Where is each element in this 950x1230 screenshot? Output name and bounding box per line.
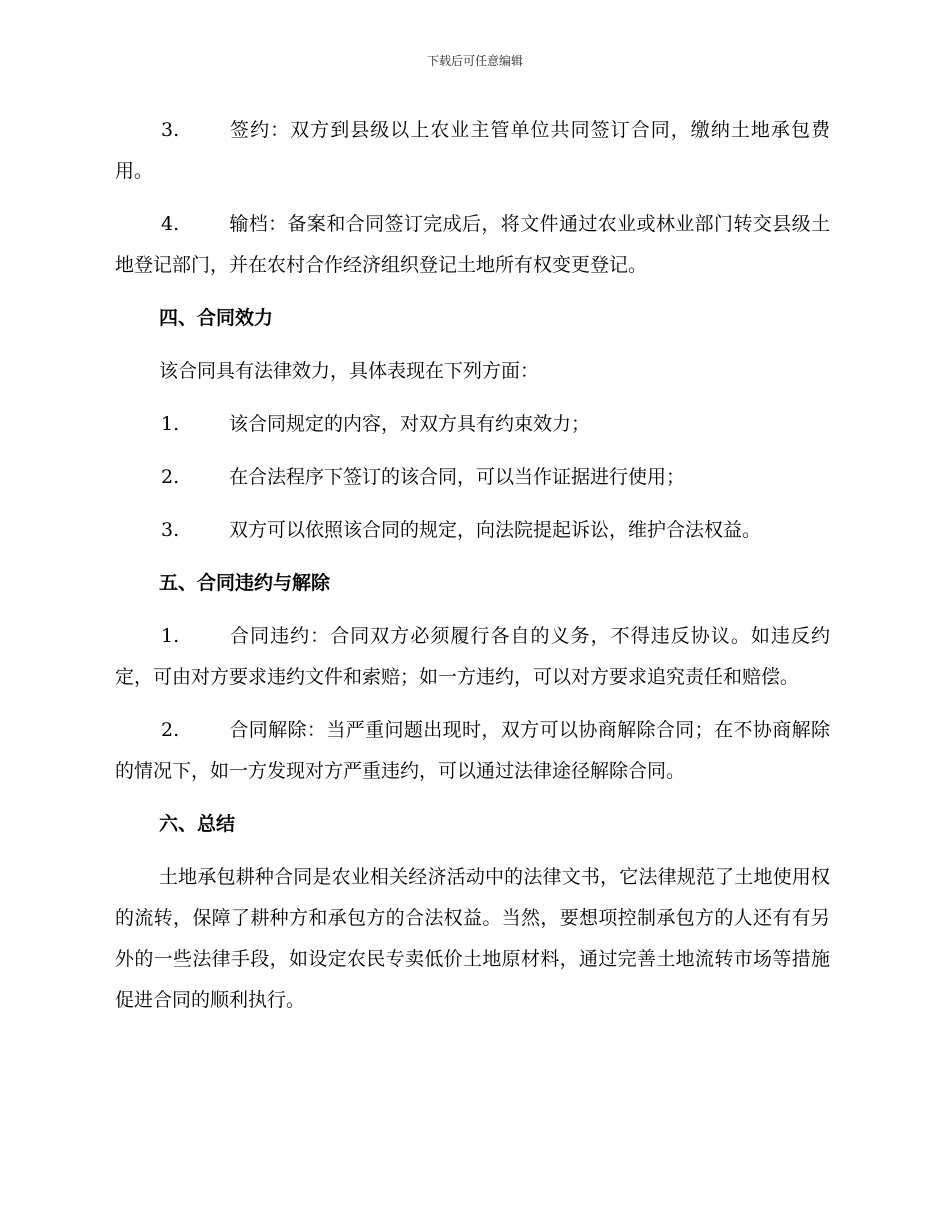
list-item-text: 合同违约：合同双方必须履行各自的义务，不得违反协议。如违反约定，可由对方要求违约文件和索赔；如一方违约，可以对方要求追究责任和赔偿。 <box>115 625 830 688</box>
list-item <box>115 710 830 792</box>
list-item <box>115 457 830 498</box>
list-item-number: 4. <box>161 213 180 235</box>
list-item-number: 2. <box>161 466 180 488</box>
list-item <box>115 404 830 445</box>
list-item-number: 1. <box>161 413 180 435</box>
list-item-number: 1. <box>161 625 180 647</box>
list-item <box>115 110 830 192</box>
list-item-text: 该合同规定的内容，对双方具有约束效力； <box>229 413 591 435</box>
list-item-text: 合同解除：当严重问题出现时，双方可以协商解除合同；在不协商解除的情况下，如一方发现对方严重违约，可以通过法律途径解除合同。 <box>115 719 830 782</box>
paragraph: 该合同具有法律效力，具体表现在下列方面： <box>159 360 540 382</box>
list-item-number: 3. <box>161 519 180 541</box>
section-heading: 四、合同效力 <box>159 307 274 329</box>
list-item-number: 2. <box>161 719 180 741</box>
list-item <box>115 204 830 286</box>
page-header: 下载后可任意编辑 <box>426 54 523 68</box>
list-item <box>115 616 830 698</box>
list-item-text: 在合法程序下签订的该合同，可以当作证据进行使用； <box>229 466 686 488</box>
section-heading: 五、合同违约与解除 <box>159 572 331 594</box>
section-heading: 六、总结 <box>159 813 236 835</box>
list-item-text: 双方可以依照该合同的规定，向法院提起诉讼，维护合法权益。 <box>229 519 762 541</box>
document-body <box>115 110 830 1033</box>
paragraph: 土地承包耕种合同是农业相关经济活动中的法律文书，它法律规范了土地使用权的流转，保障了耕种方和承包方的合法权益。当然，要想项控制承包方的人还有有另外的一些法律手段，如设定农民专卖低价土地原材料，通过完善土地流转市场等措施促进合同的顺利执行。 <box>115 866 830 1011</box>
list-item-number: 3. <box>161 119 180 141</box>
list-item-text: 签约：双方到县级以上农业主管单位共同签订合同，缴纳土地承包费用。 <box>115 119 830 182</box>
list-item <box>115 510 830 551</box>
list-item-text: 输档：备案和合同签订完成后，将文件通过农业或林业部门转交县级土地登记部门，并在农村合作经济组织登记土地所有权变更登记。 <box>115 213 830 276</box>
